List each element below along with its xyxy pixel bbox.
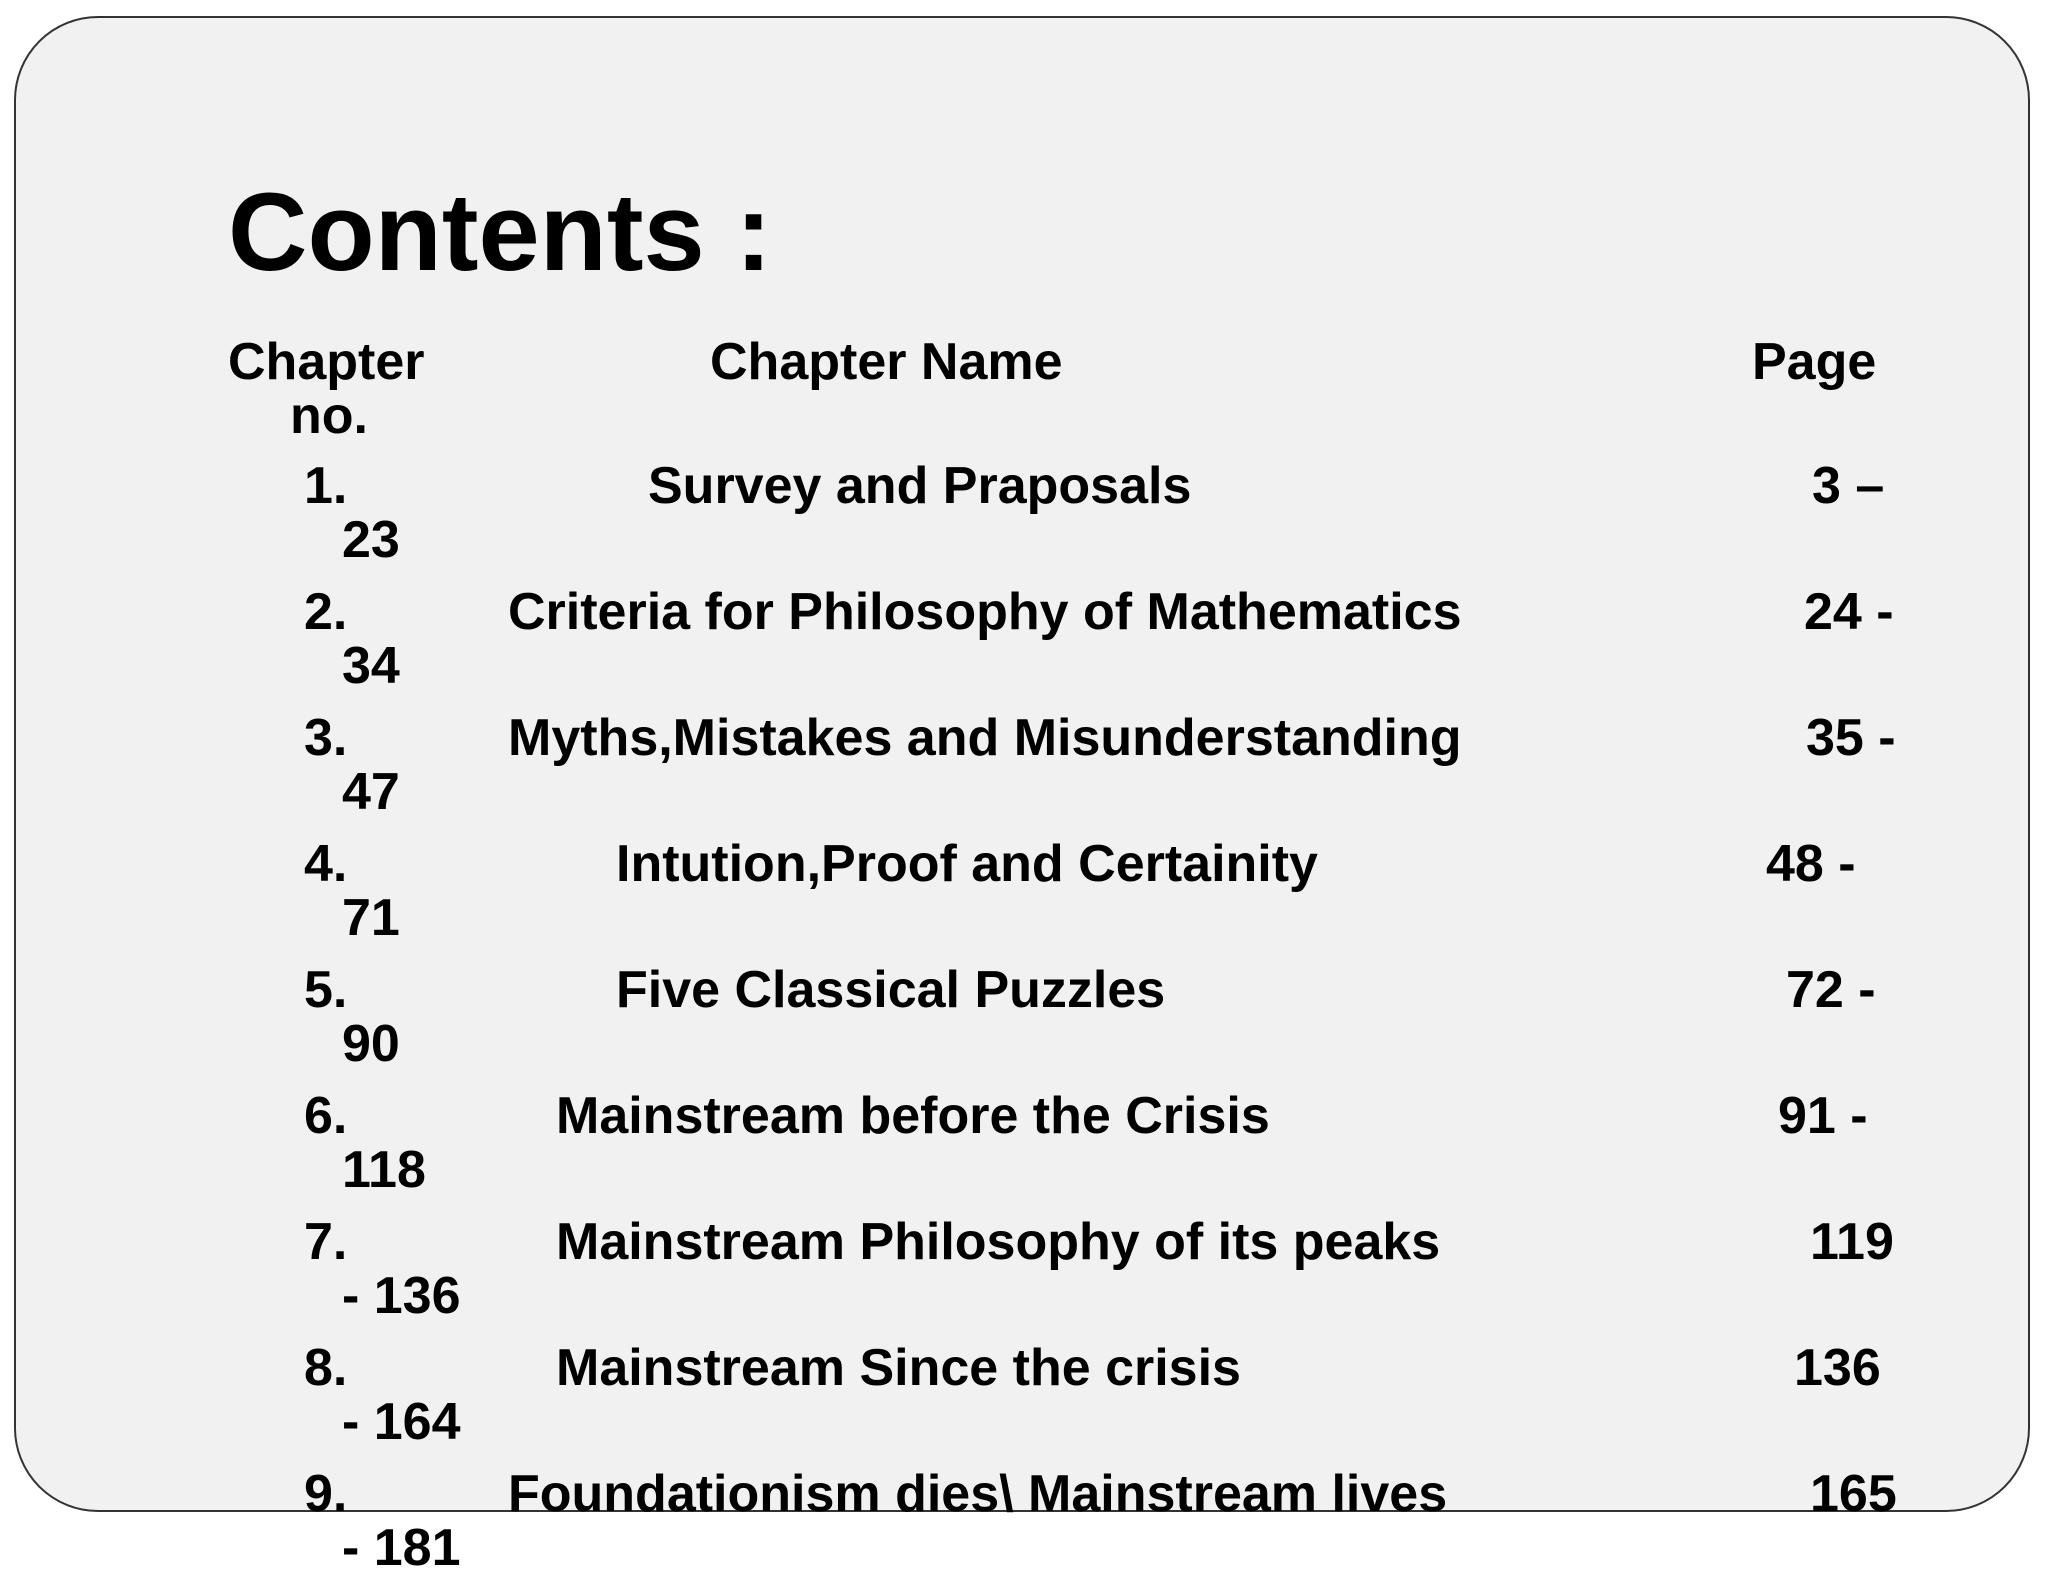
chapter-number: 1. <box>304 457 348 515</box>
page-range-start: 119 <box>1810 1213 1894 1271</box>
chapter-number: 8. <box>304 1339 348 1397</box>
chapter-number: 6. <box>304 1087 348 1145</box>
chapter-name: Survey and Praposals <box>648 457 1192 515</box>
page-range-start: 24 - <box>1804 583 1894 641</box>
page-range-start: 72 - <box>1786 961 1876 1019</box>
chapter-name: Mainstream Since the crisis <box>556 1339 1241 1397</box>
header-chapter-no: Chapter <box>228 333 425 391</box>
header-page: Page <box>1752 333 1877 391</box>
page-range-start: 35 - <box>1806 709 1896 767</box>
chapter-name: Mainstream Philosophy of its peaks <box>556 1213 1441 1271</box>
page-range-start: 48 - <box>1766 835 1856 893</box>
page-range-start: 3 – <box>1812 457 1885 515</box>
page-range-start: 91 - <box>1778 1087 1868 1145</box>
chapter-number: 3. <box>304 709 348 767</box>
page-range-end: - 136 <box>342 1267 461 1325</box>
chapter-name: Mainstream before the Crisis <box>556 1087 1270 1145</box>
page-range-end: - 181 <box>342 1519 461 1577</box>
chapter-number: 4. <box>304 835 348 893</box>
page-range-start: 165 <box>1810 1465 1897 1523</box>
page-range-end: 23 <box>342 511 400 569</box>
header-chapter-name: Chapter Name <box>710 333 1063 391</box>
page-range-start: 136 <box>1794 1339 1881 1397</box>
chapter-name: Criteria for Philosophy of Mathematics <box>508 583 1462 641</box>
chapter-number: 7. <box>304 1213 348 1271</box>
chapter-number: 2. <box>304 583 348 641</box>
page-range-end: 71 <box>342 889 400 947</box>
page-range-end: 47 <box>342 763 400 821</box>
page-range-end: - 164 <box>342 1393 461 1451</box>
page-range-end: 118 <box>342 1141 426 1199</box>
header-chapter-no-line2: no. <box>290 387 368 445</box>
chapter-number: 5. <box>304 961 348 1019</box>
page-range-end: 34 <box>342 637 400 695</box>
chapter-name: Myths,Mistakes and Misunderstanding <box>508 709 1462 767</box>
chapter-number: 9. <box>304 1465 348 1523</box>
chapter-name: Intution,Proof and Certainity <box>616 835 1318 893</box>
page-range-end: 90 <box>342 1015 400 1073</box>
chapter-name: Foundationism dies\ Mainstream lives <box>508 1465 1448 1523</box>
slide-title: Contents : <box>228 171 772 294</box>
chapter-name: Five Classical Puzzles <box>616 961 1166 1019</box>
slide <box>14 16 2030 1577</box>
